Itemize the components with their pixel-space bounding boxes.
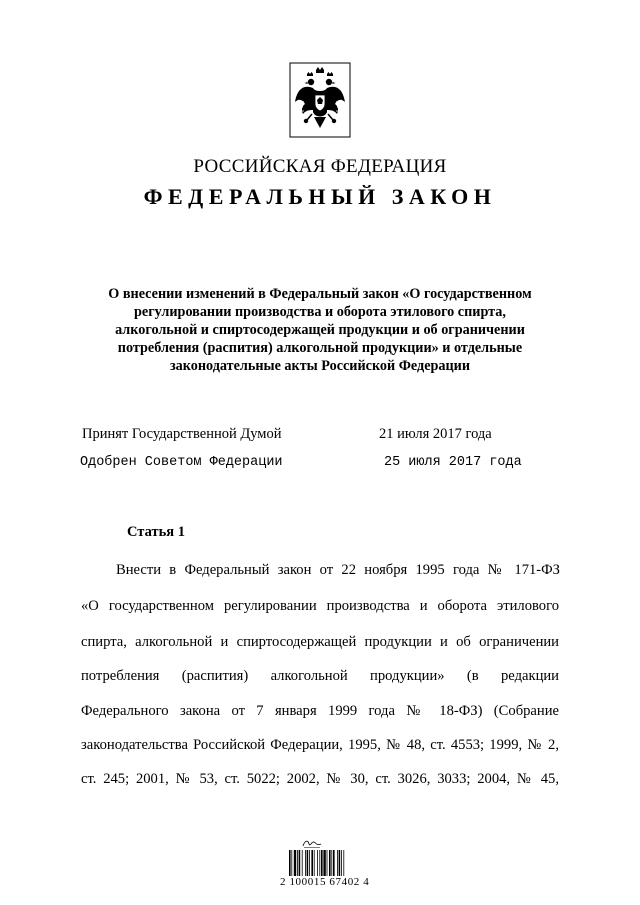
country-name: РОССИЙСКАЯ ФЕДЕРАЦИЯ: [193, 156, 447, 177]
council-approval-date: 25 июля 2017 года: [384, 455, 522, 470]
document-type-title: ФЕДЕРАЛЬНЫЙ ЗАКОН: [143, 184, 497, 209]
barcode-icon: [289, 850, 363, 876]
barcode-bar: [317, 850, 318, 876]
barcode-bar: [314, 850, 315, 876]
article-heading: Статья 1: [127, 524, 185, 540]
barcode-bar: [291, 850, 292, 876]
russian-coat-of-arms-icon: [289, 62, 351, 138]
barcode-bar: [294, 850, 296, 876]
barcode-bar: [297, 850, 298, 876]
article-text-line: Федерального закона от 7 января 1999 года № 18-ФЗ) (Собрание: [81, 703, 559, 719]
barcode-bar: [339, 850, 341, 876]
barcode-bar: [311, 850, 313, 876]
barcode-bar: [327, 850, 328, 876]
subject-line: алкогольной и спиртосодержащей продукции и об ограничении: [115, 322, 525, 338]
article-text-line: спирта, алкогольной и спиртосодержащей продукции и об ограничении: [81, 634, 559, 650]
law-subject: [90, 285, 550, 375]
article-text-line: потребления (распития) алкогольной продукции» (в редакции: [81, 668, 559, 684]
subject-line: регулировании производства и оборота этилового спирта,: [134, 304, 506, 320]
barcode-bar: [309, 850, 310, 876]
barcode-bar: [323, 850, 325, 876]
signature-mark-icon: [302, 838, 322, 848]
barcode-number: 2 100015 67402 4: [280, 876, 370, 888]
barcode-bar: [289, 850, 291, 876]
duma-adoption-date: 21 июля 2017 года: [379, 426, 492, 442]
article-text-line: законодательства Российской Федерации, 1995, № 48, ст. 4553; 1999, № 2,: [81, 737, 559, 753]
barcode-bar: [321, 850, 323, 876]
article-text-line: ст. 245; 2001, № 53, ст. 5022; 2002, № 30, ст. 3026, 3033; 2004, № 45,: [81, 771, 559, 787]
barcode-bar: [337, 850, 338, 876]
barcode-bar: [329, 850, 331, 876]
subject-line: потребления (распития) алкогольной продукции» и отдельные: [117, 340, 523, 356]
barcode-bar: [307, 850, 309, 876]
barcode-bar: [305, 850, 306, 876]
article-text-line: «О государственном регулировании производства и оборота этилового: [81, 598, 559, 614]
article-text-line: Внести в Федеральный закон от 22 ноября 1995 года № 171-ФЗ: [116, 562, 560, 578]
subject-line: О внесении изменений в Федеральный закон «О государственном: [108, 286, 532, 302]
barcode-bar: [319, 850, 320, 876]
barcode-bar: [331, 850, 332, 876]
council-approval-label: Одобрен Советом Федерации: [80, 455, 283, 470]
barcode-bar: [333, 850, 335, 876]
barcode-bar: [341, 850, 342, 876]
duma-adoption-label: Принят Государственной Думой: [82, 426, 282, 442]
subject-line: законодательные акты Российской Федерации: [169, 358, 471, 374]
barcode-bar: [343, 850, 344, 876]
barcode-bar: [299, 850, 301, 876]
barcode-bar: [302, 850, 303, 876]
